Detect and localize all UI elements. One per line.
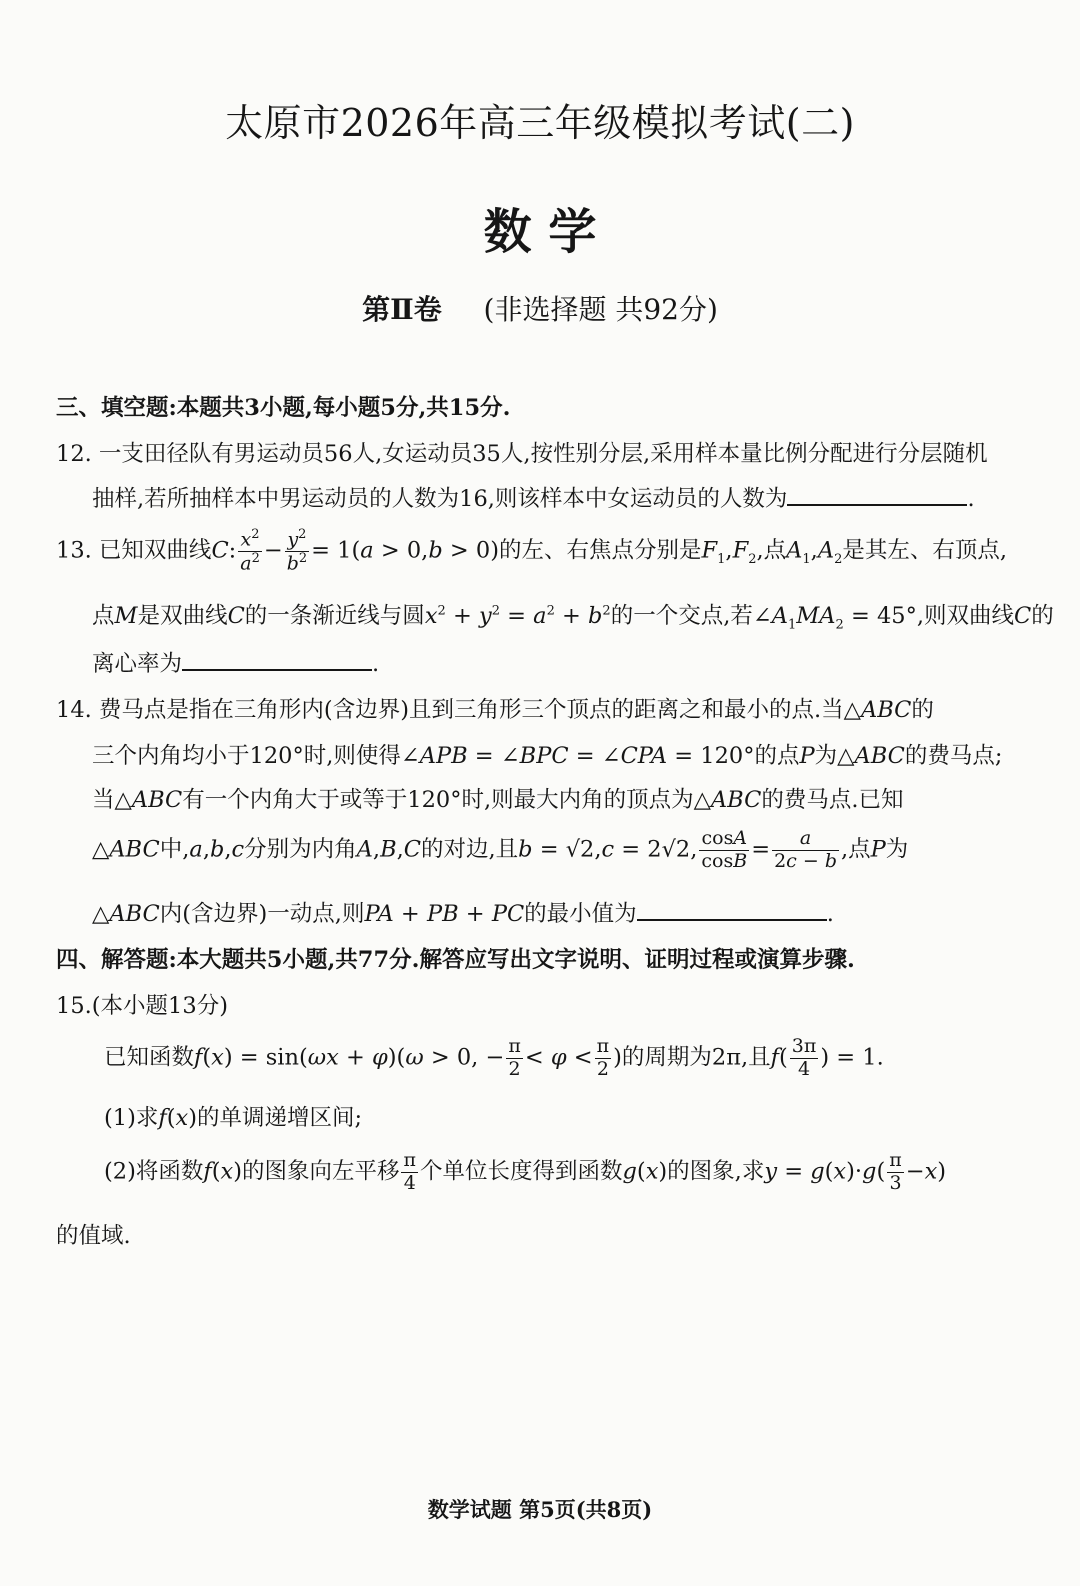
q14-line4c: 的对边,且 <box>420 836 519 863</box>
fraction-y2-b2: $\frac{y^2}{b^2}$ <box>286 527 308 575</box>
q13-line2e: ,则双曲线 <box>916 603 1015 629</box>
page-footer: 数学试题 第5页(共8页) <box>427 1497 653 1522</box>
q13-line3-text: 离心率为 <box>92 651 183 677</box>
q15-stem-a: 已知函数 <box>104 1044 195 1071</box>
q13-line3: 离心率为 . <box>92 651 380 677</box>
q15-part1a: (1)求 <box>104 1105 159 1131</box>
fraction-x2-a2: $\frac{x^2}{a^2}$ <box>240 527 260 575</box>
q15-part2-end: 的值域. <box>56 1223 131 1249</box>
q13-line2: 点M是双曲线C的一条渐近线与圆$x^2 + y^2 = a^2 + b^2$的一个交点,若$\angle A_1MA_2 = 45^\circ$,则双曲线C的 <box>92 603 1054 633</box>
q14-line3a: 当 <box>92 787 115 813</box>
q13-line2c: 的一条渐近线与圆 <box>244 603 425 629</box>
exam-title: 太原市2026年高三年级模拟考试(二) <box>225 101 855 145</box>
q15-title: 15.(本小题13分) <box>56 993 228 1019</box>
q14-line5b: 的最小值为 <box>524 901 637 927</box>
q14-line3: 当△ABC有一个内角大于或等于120°时,则最大内角的顶点为△ABC的费马点.已知 <box>92 787 904 813</box>
q13-mid: 的左、右焦点分别是 <box>498 537 702 564</box>
section4-heading: 四、解答题:本大题共5小题,共77分.解答应写出文字说明、证明过程或演算步骤. <box>56 947 855 973</box>
q14-line2a: 三个内角均小于120°时,则使得 <box>92 743 401 769</box>
fraction-pi-3: $\frac{\pi}{3}$ <box>889 1149 902 1194</box>
q15-stem-b: 的周期为2π,且 <box>621 1044 771 1071</box>
q14-line4a: 中, <box>159 836 190 863</box>
q15-part2: (2)将函数f(x)的图象向左平移 $\frac{\pi}{4}$ 个单位长度得到函数g(x)的图象,求y = g(x)·g( $\frac{\pi}{3}$ −x) <box>104 1149 947 1194</box>
q15-part2c: 个单位长度得到函数 <box>419 1158 623 1185</box>
part-label: 第Ⅱ卷 <box>362 293 442 326</box>
q15-part2d: 的图象,求 <box>667 1158 765 1185</box>
q14-line2b: 的点 <box>754 743 800 769</box>
subject-title: 数 学 <box>483 204 597 260</box>
fraction-a-2c-b: $\frac{a}{2c - b}$ <box>774 827 837 872</box>
q14-line5a: 内(含边界)一动点,则 <box>159 901 365 927</box>
answer-blank-q12[interactable] <box>787 484 967 506</box>
fraction-cosA-cosB: $\frac{\cos A}{\cos B}$ <box>701 827 748 872</box>
q14-line3b: 有一个内角大于或等于120°时,则最大内角的顶点为 <box>182 787 694 813</box>
q14-line4e: 为 <box>885 836 909 863</box>
q14-line5: △ABC内(含边界)一动点,则PA + PB + PC的最小值为 . <box>92 901 834 927</box>
q14-line1: 14. 费马点是指在三角形内(含边界)且到三角形三个顶点的距离之和最小的点.当△ABC的 <box>56 697 934 723</box>
section3-heading: 三、填空题:本题共3小题,每小题5分,共15分. <box>56 395 511 421</box>
part-desc: (非选择题 共92分) <box>483 293 718 326</box>
q15-part2a: (2)将函数 <box>104 1158 204 1185</box>
q13-tail: ,点 <box>756 537 787 564</box>
q14-line4b: 分别为内角 <box>244 836 357 863</box>
q14-line3c: 的费马点.已知 <box>761 787 904 813</box>
q14-line2: 三个内角均小于120°时,则使得∠APB = ∠BPC = ∠CPA = 120°的点P为△ABC的费马点; <box>92 743 1003 769</box>
q15-part1: (1)求f(x)的单调递增区间; <box>104 1105 363 1131</box>
q13-line2d: 的一个交点,若 <box>610 603 753 629</box>
fraction-3pi-4: $\frac{3\pi}{4}$ <box>791 1035 817 1080</box>
q13-tail2: 是其左、右顶点, <box>842 537 1007 564</box>
q14-line4: △ABC中,a,b,c分别为内角A,B,C的对边,且b = √2,c = 2√2, $\frac{\cos A}{\cos B}$ = $\frac{a}{2c - b}$ ,点P为 <box>92 827 909 872</box>
q13-prefix: 13. 已知双曲线 <box>56 537 212 564</box>
q14-line4d: ,点 <box>841 836 871 863</box>
q13-line2b: 是双曲线 <box>137 603 228 629</box>
q14-line1a: 14. 费马点是指在三角形内(含边界)且到三角形三个顶点的距离之和最小的点.当 <box>56 697 844 723</box>
fraction-pi-2-b: $\frac{\pi}{2}$ <box>596 1035 610 1080</box>
answer-blank-q14[interactable] <box>637 899 827 921</box>
q14-line1b: 的 <box>911 697 934 723</box>
q13-line1: 13. 已知双曲线C: $\frac{x^2}{a^2}$ − $\frac{y^2}{b^2}$ = 1(a > 0,b > 0)的左、右焦点分别是$F_1,F_2$,点$A_1,A_2$是其左、右顶点, <box>56 527 1007 575</box>
q12-line2: 抽样,若所抽样本中男运动员的人数为16,则该样本中女运动员的人数为 . <box>92 486 975 512</box>
q15-stem: 已知函数f(x) = sin(ωx + φ)(ω > 0, − $\frac{\pi}{2}$ < φ < $\frac{\pi}{2}$ )的周期为2π,且f( $\frac{3\pi}{4}$ ) = 1. <box>104 1035 884 1080</box>
part-heading <box>0 288 1080 328</box>
q15-part2b: 的图象向左平移 <box>241 1158 400 1185</box>
q13-line2a: 点 <box>92 603 115 629</box>
q13-line2f: 的 <box>1031 603 1054 629</box>
fraction-pi-4: $\frac{\pi}{4}$ <box>403 1149 416 1194</box>
q14-line2d: 的费马点; <box>904 743 1003 769</box>
q12-line2-text: 抽样,若所抽样本中男运动员的人数为16,则该样本中女运动员的人数为 <box>92 486 788 512</box>
q15-part1b: 的单调递增区间; <box>196 1105 363 1131</box>
fraction-pi-2-a: $\frac{\pi}{2}$ <box>508 1035 521 1080</box>
answer-blank-q13[interactable] <box>182 649 372 671</box>
q12-line1: 12. 一支田径队有男运动员56人,女运动员35人,按性别分层,采用样本量比例分配进行分层随机 <box>56 441 988 467</box>
q14-line2c: 为 <box>814 743 838 769</box>
